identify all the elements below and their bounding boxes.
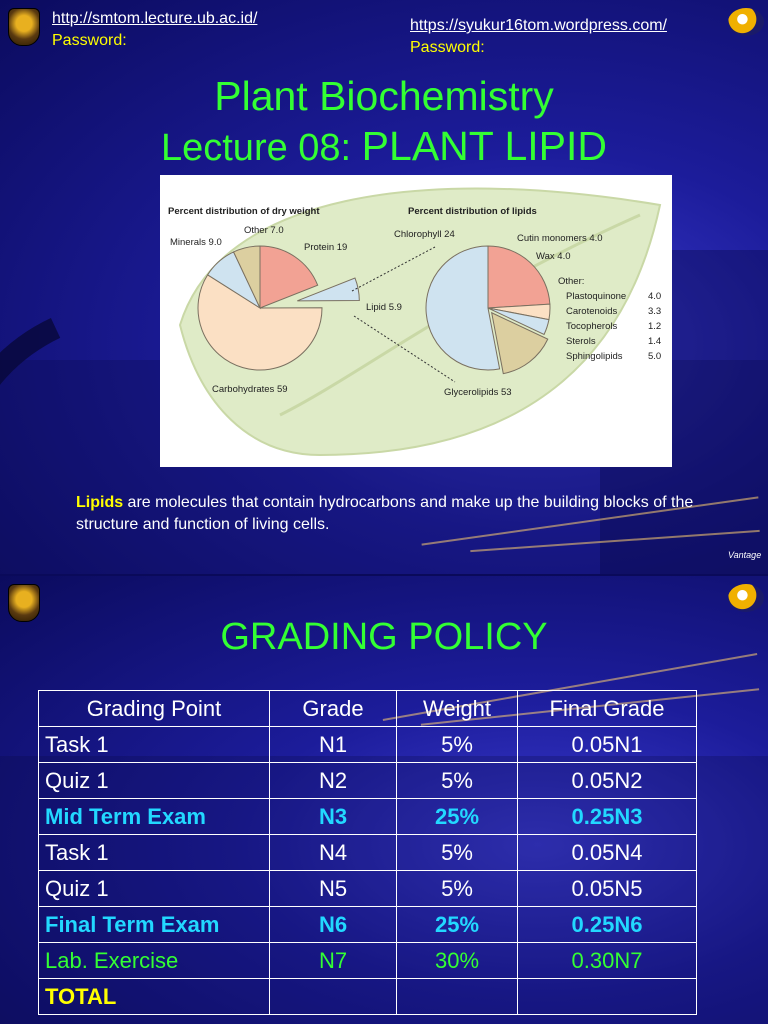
cell-final-grade: 0.05N5	[518, 871, 697, 907]
cell-grade: N1	[270, 727, 397, 763]
cell-grading-point: Lab. Exercise	[39, 943, 270, 979]
ub-logo-icon	[728, 8, 764, 36]
blog-password-label: Password:	[410, 39, 485, 56]
cell-final-grade: 0.05N4	[518, 835, 697, 871]
header-grading-point: Grading Point	[39, 691, 270, 727]
slide-title-line1: Plant Biochemistry	[214, 73, 554, 119]
pie2-label-wax: Wax 4.0	[536, 251, 571, 262]
other-item-label: Carotenoids	[566, 306, 618, 317]
cell-final-grade: 0.25N3	[518, 799, 697, 835]
slide-grading-policy	[0, 576, 768, 1024]
table-row	[39, 763, 697, 799]
cell-grading-point: Quiz 1	[39, 871, 270, 907]
cell-grading-point: Quiz 1	[39, 763, 270, 799]
other-item-value: 1.2	[648, 321, 662, 332]
pie2-label-chlorophyll: Chlorophyll 24	[394, 229, 455, 240]
table-row	[39, 907, 697, 943]
slide-title-line2	[0, 122, 768, 172]
lecture-site-link[interactable]: http://smtom.lecture.ub.ac.id/	[52, 10, 258, 27]
lipids-keyword: Lipids	[76, 494, 124, 511]
pie2-label-other: Other:	[558, 276, 585, 287]
other-item-label: Sphingolipids	[566, 351, 623, 362]
other-item-label: Plastoquinone	[566, 291, 627, 302]
other-item-value: 1.4	[648, 336, 662, 347]
lipid-definition	[76, 492, 726, 536]
cell-weight: 25%	[397, 799, 518, 835]
cell-weight: 5%	[397, 871, 518, 907]
vantage-logo: Vantage	[728, 550, 762, 560]
pie1-label-carbohydrates: Carbohydrates 59	[212, 384, 288, 395]
pie1-title: Percent distribution of dry weight	[168, 206, 320, 217]
grading-policy-title: GRADING POLICY	[220, 616, 548, 658]
cell-grading-point: Mid Term Exam	[39, 799, 270, 835]
lipid-distribution-figure	[160, 175, 672, 467]
pie1-label-minerals: Minerals 9.0	[170, 237, 222, 248]
lipid-distribution-svg	[160, 175, 672, 467]
header-weight: Weight	[397, 691, 518, 727]
university-crest-icon	[8, 8, 40, 46]
cell-grade: N3	[270, 799, 397, 835]
cell-final-grade	[518, 979, 697, 1015]
other-item-value: 5.0	[648, 351, 662, 362]
pie1-label-lipid: Lipid 5.9	[366, 302, 402, 313]
grading-table-header	[39, 691, 697, 727]
blog-link[interactable]: https://syukur16tom.wordpress.com/	[410, 17, 667, 34]
other-item-value: 4.0	[648, 291, 662, 302]
lipid-definition-text: are molecules that contain hydrocarbons and make up the building blocks of the structure and function of living cells.	[76, 494, 694, 533]
other-item-label: Tocopherols	[566, 321, 618, 332]
table-row	[39, 727, 697, 763]
pie2-title: Percent distribution of lipids	[408, 206, 537, 217]
other-lipid-breakdown	[566, 291, 661, 362]
table-row	[39, 835, 697, 871]
cell-weight: 25%	[397, 907, 518, 943]
other-item-label: Sterols	[566, 336, 596, 347]
cell-grade	[270, 979, 397, 1015]
cell-grading-point: Task 1	[39, 727, 270, 763]
cell-grade: N7	[270, 943, 397, 979]
other-item-value: 3.3	[648, 306, 662, 317]
cell-final-grade: 0.05N1	[518, 727, 697, 763]
table-row	[39, 943, 697, 979]
pie2-label-glycerolipids: Glycerolipids 53	[444, 387, 512, 398]
pie1-label-protein: Protein 19	[304, 242, 348, 253]
table-row	[39, 871, 697, 907]
ub-logo-icon	[728, 584, 764, 612]
cell-grading-point: Task 1	[39, 835, 270, 871]
lecture-topic: PLANT LIPID	[361, 123, 608, 169]
cell-weight	[397, 979, 518, 1015]
pie2-label-cutin: Cutin monomers 4.0	[517, 233, 603, 244]
header-grade: Grade	[270, 691, 397, 727]
table-row-total	[39, 979, 697, 1015]
cell-final-grade: 0.05N2	[518, 763, 697, 799]
cell-weight: 30%	[397, 943, 518, 979]
cell-weight: 5%	[397, 727, 518, 763]
cell-grade: N6	[270, 907, 397, 943]
pie1-label-other: Other 7.0	[244, 225, 284, 236]
cell-weight: 5%	[397, 763, 518, 799]
cell-weight: 5%	[397, 835, 518, 871]
lecture-site-password-label: Password:	[52, 32, 127, 49]
cell-final-grade: 0.30N7	[518, 943, 697, 979]
cell-grade: N5	[270, 871, 397, 907]
grading-table	[38, 690, 697, 1015]
lecture-number: Lecture 08:	[160, 127, 362, 169]
header-final-grade: Final Grade	[518, 691, 697, 727]
cell-final-grade: 0.25N6	[518, 907, 697, 943]
cell-grading-point: Final Term Exam	[39, 907, 270, 943]
cell-grading-point: TOTAL	[39, 979, 270, 1015]
cell-grade: N4	[270, 835, 397, 871]
table-row	[39, 799, 697, 835]
cell-grade: N2	[270, 763, 397, 799]
